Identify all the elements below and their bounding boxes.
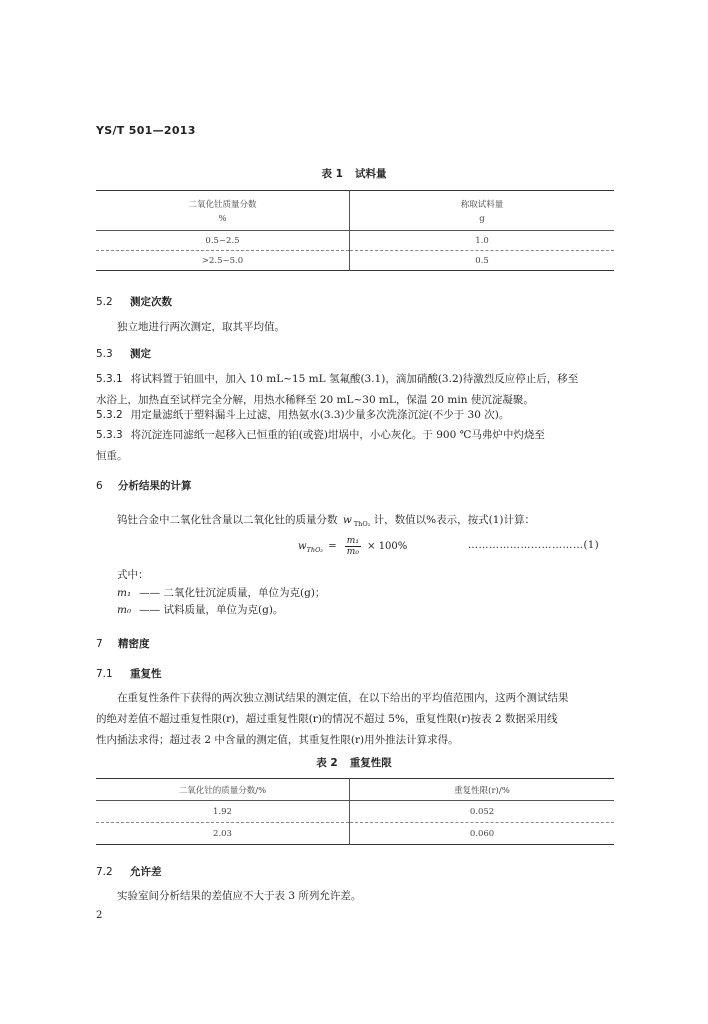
table1-caption-title: 试料量 (354, 168, 387, 180)
heading-7-1 (96, 666, 162, 681)
table-row (96, 823, 614, 845)
page-number: 2 (96, 910, 103, 921)
table1-col2-title: 称取试料量 (460, 199, 504, 210)
para-5-3-3-line1: 将沉淀连同滤纸一起移入已恒重的铂(或瓷)坩埚中，小心灰化。于 900 ℃马弗炉中灼烧至 (130, 429, 545, 441)
para-7-1-line3: 性内插法求得；超过表 2 中含量的测定值，其重复性限(r)用外推法计算求得。 (96, 734, 459, 746)
heading-6-num: 6 (96, 480, 103, 492)
formula-lhs-sub: ThO₂ (306, 546, 324, 554)
table1-col2-header (350, 191, 615, 231)
formula-lhs: w (298, 541, 307, 552)
para-5-3-3-num: 5.3.3 (96, 429, 123, 441)
intro-symbol-sub: ThO₂ (353, 520, 371, 529)
formula-denominator: m₀ (346, 547, 359, 557)
para-5-3-2-text: 用定量滤纸于塑料漏斗上过滤，用热氨水(3.3)少量多次洗涤沉淀(不少于 30 次)。 (130, 409, 510, 421)
table-row (96, 231, 614, 251)
table1 (96, 190, 614, 271)
standard-code: YS/T 501—2013 (96, 124, 196, 137)
table1-col2-unit: g (479, 213, 485, 224)
heading-7-2-title: 允许差 (130, 866, 162, 878)
para-5-2: 独立地进行两次测定，取其平均值。 (117, 321, 285, 333)
para-7-2: 实验室间分析结果的差值应不大于表 3 所列允许差。 (117, 890, 362, 902)
heading-6-title: 分析结果的计算 (118, 480, 192, 492)
table-row (96, 801, 614, 823)
formula-numerator: m₁ (346, 536, 359, 546)
where-m0 (117, 600, 283, 620)
where-m1-text: —— 二氧化钍沉淀质量，单位为克(g)； (139, 587, 326, 599)
table1-header-row (96, 191, 614, 231)
heading-5-2 (96, 294, 172, 309)
table2-header-row (96, 779, 614, 801)
heading-7-2 (96, 864, 162, 879)
para-7-1-line1: 在重复性条件下获得的两次独立测试结果的测定值，在以下给出的平均值范围内，这两个测试结果 (117, 692, 569, 704)
heading-5-2-num: 5.2 (96, 296, 113, 308)
table-row (96, 251, 614, 271)
heading-7-1-title: 重复性 (130, 668, 162, 680)
para-7-1-line2: 的绝对差值不超过重复性限(r)，超过重复性限(r)的情况不超过 5%，重复性限(r)按表 2 数据采用线 (96, 713, 558, 725)
table2-cell-fraction: 2.03 (96, 823, 350, 845)
heading-5-3-num: 5.3 (96, 348, 113, 360)
table1-caption (0, 166, 708, 181)
para-6-intro (117, 510, 535, 534)
table1-col1-header (96, 191, 350, 231)
formula-fraction (345, 536, 361, 557)
para-5-3-3-line2: 恒重。 (96, 450, 128, 462)
heading-7 (96, 636, 150, 651)
heading-7-2-num: 7.2 (96, 866, 113, 878)
table1-col1-unit: % (218, 213, 227, 224)
table1-cell-mass: 1.0 (350, 231, 615, 251)
heading-7-title: 精密度 (118, 638, 150, 650)
where-m0-symbol: m₀ (117, 604, 132, 616)
heading-5-3 (96, 346, 151, 361)
table1-cell-range: >2.5~5.0 (96, 251, 350, 271)
para-5-3-1-line1: 将试料置于铂皿中，加入 10 mL~15 mL 氢氟酸(3.1)，滴加硝酸(3.2)待激烈反应停止后，移至 (130, 373, 579, 385)
formula-tail: × 100% (367, 541, 408, 552)
table1-caption-num: 表 1 (321, 168, 343, 180)
heading-6 (96, 478, 192, 493)
heading-5-3-title: 测定 (130, 348, 151, 360)
formula-1 (298, 536, 407, 557)
table2-caption (0, 755, 708, 770)
where-m0-text: —— 试料质量，单位为克(g)。 (139, 604, 284, 616)
table2-caption-title: 重复性限 (349, 757, 392, 769)
table2-cell-limit: 0.060 (469, 828, 495, 839)
heading-7-1-num: 7.1 (96, 668, 113, 680)
table1-col1-title: 二氧化钍质量分数 (188, 199, 257, 210)
para-5-3-2 (96, 405, 616, 426)
heading-7-num: 7 (96, 638, 103, 650)
para-7-1 (96, 688, 616, 751)
para-6-intro-a: 钨钍合金中二氧化钍含量以二氧化钍的质量分数 (117, 514, 338, 526)
para-6-intro-b: 计，数值以%表示，按式(1)计算： (373, 514, 536, 526)
para-5-3-3 (96, 425, 616, 467)
para-5-3-1-line2: 水浴上，加热直至试样完全分解，用热水稀释至 20 mL~30 mL，保温 20 min 使沉淀凝聚。 (96, 394, 534, 406)
table1-cell-range: 0.5~2.5 (96, 231, 350, 251)
table2-cell-fraction: 1.92 (96, 801, 350, 823)
table2 (96, 778, 614, 845)
table2-caption-num: 表 2 (316, 757, 338, 769)
table2-col1-header: 二氧化钍的质量分数/% (96, 779, 350, 801)
table2-cell-limit: 0.052 (350, 801, 615, 823)
para-5-3-2-num: 5.3.2 (96, 409, 123, 421)
table2-col2-header: 重复性限(r)/% (350, 779, 615, 801)
formula-eq: = (328, 541, 337, 552)
para-5-3-1-num: 5.3.1 (96, 373, 123, 385)
where-label: 式中： (117, 569, 149, 581)
intro-symbol: w (342, 514, 352, 526)
table1-cell-mass: 0.5 (475, 255, 489, 266)
where-m1-symbol: m₁ (117, 587, 132, 599)
formula-label: ……………………………(1) (468, 540, 600, 551)
heading-5-2-title: 测定次数 (130, 296, 172, 308)
